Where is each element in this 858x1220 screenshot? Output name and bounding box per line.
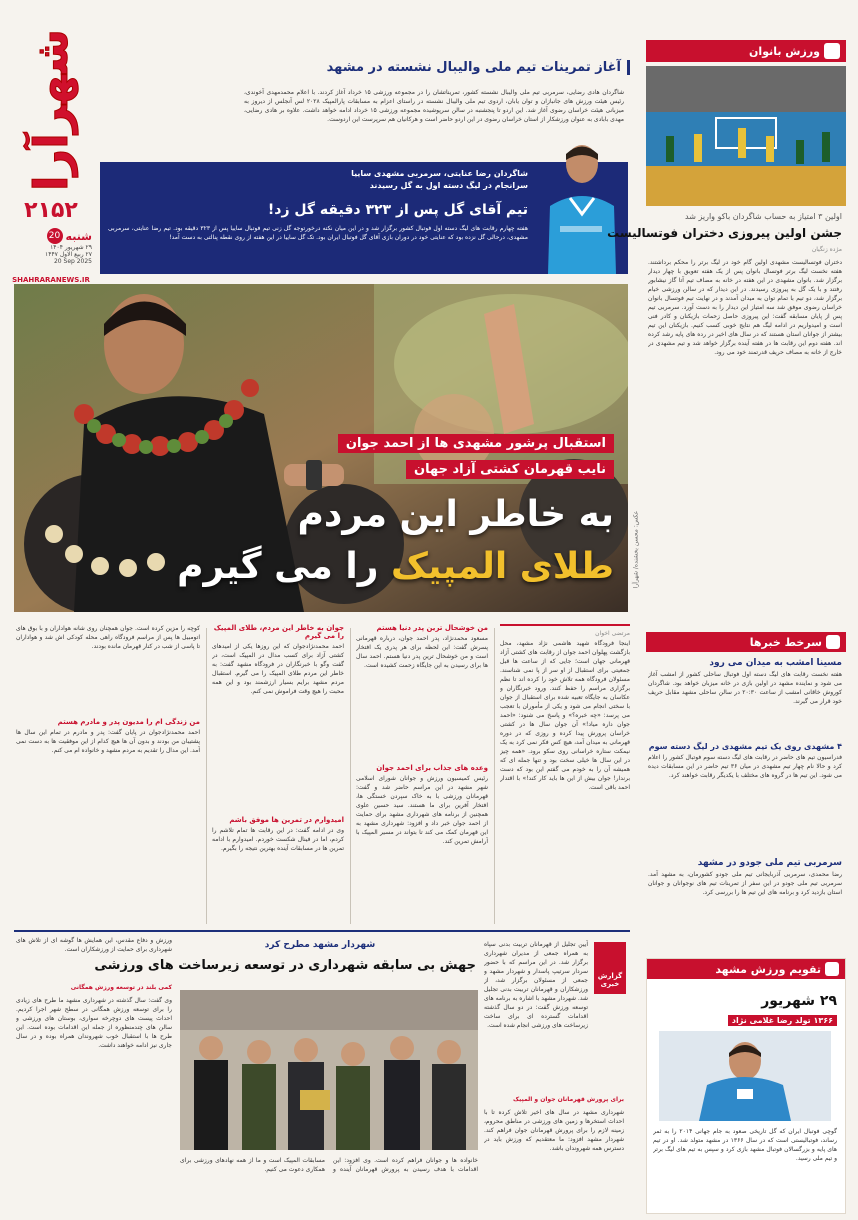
football-title: تیم آقای گل پس از ۳۲۳ دقیقه گل زد! — [267, 202, 528, 218]
futsal-photo — [646, 66, 846, 206]
calendar-date: ۲۹ شهریور — [761, 993, 837, 1009]
intro-author: مرتضی اخوان — [595, 630, 630, 637]
day-badge: 20 — [47, 228, 63, 244]
headline-item-2 — [648, 742, 842, 851]
women-kicker: اولین ۳ امتیاز به حساب شاگردان باکو واریز شد — [685, 212, 842, 221]
calendar-text: گوچی فوتبال ایران که گل تاریخی صعود به جام جهانی ۲۰۱۴ را به ثمر رساند، فوتبالیستی است که در سال ۱۳۶۶ در مشهد متولد شد. او در تیم های پایه و بزرگسالان فوتبال مشهد بازی کرد و سپس به تیم های لیگ برتر و تیم ملی رسید. — [653, 1128, 837, 1162]
col-b-sub1: جوان به خاطر این مردم، طلای المپیک را می گیرم — [213, 624, 344, 640]
headline-title: ۴ مشهدی روی یک تیم مشهدی در لیگ دسته سوم — [648, 742, 842, 751]
masthead — [10, 30, 92, 288]
headline-text: رضا محمدی، سرمربی آذربایجانی تیم ملی جودو کشورمان، به مشهد آمد. سرمربی تیم ملی جودو در این سفر از تمرینات تیم های نوجوانان و جوانان استان بازدید کرد و برنامه های این تیم ها را بررسی کرد. — [648, 871, 842, 896]
headline-gold-part: طلای المپیک — [390, 546, 614, 587]
issue-number: ۲۱۵۲ — [24, 198, 78, 223]
col-a-sub2: وعده های جذاب برای احمد جوان — [376, 764, 488, 772]
photo-headline-2 — [177, 546, 614, 587]
headline-item-1 — [648, 658, 842, 734]
logo-text: شهرآرا — [24, 28, 78, 192]
sports-calendar — [646, 958, 846, 1214]
headline-text: فدراسیون تیم های حاضر در رقابت های لیگ دسته سوم فوتبال کشور را اعلام کرد و حالا نام چهار تیم مشهدی در میان ۳۶ تیم حاضر در این مسابقات دیده می شود. این تیم ها در گروه های مختلف با یکدیگر رقابت خواهند کرد. — [648, 754, 842, 779]
col-a-sub1: من خوشحال ترین پدر دنیا هستم — [376, 624, 488, 632]
bottom-sub2: کمی بلند در توسعه ورزش همگانی — [70, 984, 172, 991]
col-b-text2: وی در ادامه گفت: در این رقابت ها تمام تلاشم را کردم، اما در فینال شکست خوردم. امیدوارم با ادامه تمرین ها در مسابقات آینده بهترین نتیجه را بگیرم. — [212, 827, 344, 852]
women-author: مژده زنگیان — [811, 246, 842, 253]
article-col-c — [16, 624, 200, 924]
tag-logo-icon — [826, 635, 840, 649]
tag-logo-icon — [824, 43, 840, 59]
bottom-title: جهش بی سابقه شهرداری در توسعه زیرساخت های ورزشی — [94, 958, 476, 973]
bottom-text2: شهرداری مشهد در سال های اخیر تلاش کرده تا با احداث استخرها و زمین های ورزشی در مناطق محروم، زمینه لازم را برای پرورش قهرمانان جوان فراهم کند. شهردار مشهد افزود: ما معتقدیم که ورزش باید در دسترس همه شهروندان باشد. — [484, 1109, 624, 1152]
date-alt: ۲۷ ربیع الاول ۱۴۴۷ — [45, 251, 92, 258]
col-c-text1: کوچه را مزین کرده است. جوان همچنان روی شانه هواداران و با بوق های اتومبیل ها پس از مراسم فرودگاه راهی محله کودکی اش شد و هواداران تا پاسی از شب در کنار قهرمان مانده بودند. — [16, 625, 200, 650]
photo-headline-1: به خاطر این مردم — [297, 494, 614, 535]
women-text: دختران فوتسالیست مشهدی اولین گام خود در لیگ برتر را محکم برداشتند. هفته نخست لیگ برتر فوتسال بانوان پس از یک هفته تعویق با چهار دیدار برگزار شد. بانوان مشهدی در این هفته در خانه به مصاف تیم آتا گاز نیشابور رفتند و با یک گل به پیروزی رسیدند. در این دیدار که در سالن ورزشی خیام برگزار شد، دو تیم با تمام توان به میدان آمدند و در نهایت تیم فوتسال بانوان خراسان رضوی موفق شد سه امتیاز این دیدار را به دست آورد. سرمربی تیم پس از پایان مسابقه گفت: این پیروزی حاصل زحمات بازیکنان و کادر فنی است و امیدواریم در ادامه لیگ هم نتایج خوبی کسب کنیم. بازیکنان این تیم بیشتر از جوانان استان هستند که در سال های اخیر در رده های پایه رشد کرده اند. هفته دوم این رقابت ها در هفته آینده برگزار خواهد شد و تیم مشهدی در خارج از خانه به مصاف حریف قدرتمند خود می رود. — [648, 259, 842, 356]
date-block — [12, 228, 92, 274]
football-box — [100, 162, 628, 274]
col-a-text2: رئیس کمیسیون ورزش و جوانان شورای اسلامی شهر مشهد در این مراسم حاضر شد و گفت: قهرمانان ورزشی با به خاک سپردن خستگی ها، افتخار آفرین برای ما هستند. سید حسین علوی همچنین از برنامه های شهرداری مشهد برای حمایت از احمد جوان خبر داد و افزود: شهرداری مشهد به این قهرمان کمک می کند تا بتواند در مسیر المپیک با آرامش تمرین کند. — [356, 775, 488, 845]
report-badge: گزارش خبری — [594, 942, 626, 994]
bottom-photo — [180, 990, 478, 1150]
col-b-sub2: امیدوارم در تمرین ها موفق باشم — [229, 816, 344, 824]
photo-supertitle-1: استقبال پرشور مشهدی ها از احمد جوان — [338, 434, 614, 453]
headlines-tag: سرخط خبرها — [646, 632, 846, 652]
coach-photo — [540, 134, 622, 274]
date-en: 20 Sep 2025 — [53, 258, 92, 265]
main-photo — [14, 284, 628, 612]
lead-title: آغاز تمرینات تیم ملی والیبال نشسته در مشهد — [270, 60, 630, 75]
website: SHAHRARANEWS.IR — [12, 276, 90, 284]
article-col-a — [356, 624, 488, 924]
tag-logo-icon — [825, 962, 839, 976]
women-title: جشن اولین پیروزی دختران فوتسالیست — [607, 226, 842, 240]
headline-title: مسینا امشب به میدان می رود — [709, 658, 842, 668]
calendar-tag: تقویم ورزش مشهد — [647, 959, 845, 979]
bottom-sub: برای پرورش قهرمانان جوان و المپیک — [512, 1096, 624, 1103]
headline-text: هفته نخست رقابت های لیگ دسته اول فوتبال ساحلی کشور از امشب آغاز می شود و نماینده مشهد در اولین بازی در خانه میزبان خواهد بود. شاگردان کوروش خاقانی امشب از ساعت ۲۰:۳۰ در سالن ساحلی مشهد مقابل حریف خود قرار می گیرند. — [648, 671, 842, 705]
article-col-b — [212, 624, 344, 924]
bottom-kicker: شهردار مشهد مطرح کرد — [264, 940, 376, 950]
logo — [10, 30, 92, 190]
headline-item-3 — [648, 858, 842, 942]
col-c-text2: احمد محمدنژادجوان در پایان گفت: پدر و مادرم در تمام این سال ها پشتیبان من بودند و بدون آن ها هیچ کدام از این موفقیت ها به دست نمی آمد. این مدال را تقدیم به مردم مشهد و خانواده ام می کنم. — [16, 729, 200, 754]
headline-title: سرمربی تیم ملی جودو در مشهد — [697, 858, 842, 868]
football-kicker: شاگردان رضا عنایتی، سرمربی مشهدی ساییا سرانجام در لیگ دسته اول به گل رسیدند — [351, 169, 528, 190]
intro-text: اینجا فرودگاه شهید هاشمی نژاد مشهد، محل بازگشت پهلوان احمد جوان از رقابت های کشتی آزاد قهرمانی جهان است؛ جایی که از ساعت ها قبل جمعیتی برای استقبال از او سر از پا نمی شناسند. مسئولان فرودگاه همه تلاش خود را کرده اند تا نظم برگزاری مراسم را حفظ کنند. ورود خبرنگاران و عکاسان به جایگاه تعبیه شده برای استقبال از جوان با سختی انجام می شود و یکی از مأموران با تعجب می پرسد: «چه خبره؟» و پاسخ می شنود: «احمد جوان داره میاد!» آن جوان سال ها در کشتی خراسان پرورش پیدا کرده و روزی که در دوره قهرمانی به میدان آمد، هیچ کس فکر نمی کرد به یک نیمکت ستاره خراسانی روی سکو برود. «همه چیز در این سال ها خیلی سخت بود و تنها جمله ای که همیشه آن را به خودم می گفتم این بود که دست برندار! جوان بیش از این ها باید کار کند!» با اقتدار احمد باقی است. — [500, 640, 630, 791]
bottom-text4: ورزش و دفاع مقدس، این همایش ها گوشه ای از تلاش های شهرداری برای حمایت از ورزشکاران است. — [16, 937, 172, 953]
col-c-sub2: من زندگی ام را مدیون پدر و مادرم هستم — [57, 718, 200, 726]
calendar-year-line: ۱۳۶۶ تولد رضا غلامی نژاد — [728, 1015, 837, 1026]
women-sport-tag: ورزش بانوان — [646, 40, 846, 62]
photo-supertitle-2: نایب قهرمان کشتی آزاد جهان — [406, 460, 614, 479]
headlines-section — [646, 632, 846, 952]
bottom-text3: خانواده ها و جوانان فراهم کرده است. وی افزود: این اقدامات با هدف رسیدن به پرورش قهرمانان آینده و مسابقات المپیک است و ما از همه نهادهای ورزشی برای همکاری دعوت می کنیم. — [180, 1157, 478, 1173]
bottom-text5: وی گفت: سال گذشته در شهرداری مشهد ما طرح های زیادی را برای توسعه ورزش همگانی در سطح شهر اجرا کردیم. احداث پیست های دوچرخه سواری، بوستان های ورزشی و سالن های چندمنظوره از جمله این اقدامات بوده است. این طرح ها با استقبال خوب شهروندان همراه بوده و در سال جاری نیز ادامه خواهند داشت. — [16, 997, 172, 1049]
lead-body: شاگردان هادی رضایی، سرمربی تیم ملی والیبال نشسته کشور، تمریناتشان را در مجموعه ورزشی ۱۵ خرداد آغاز کردند. با اعلام محمدمهدی آخوندی، رئیس هیئت ورزش های جانبازان و توان یابان، اردوی تیم ملی والیبال نشسته در راستای اعزام به مسابقات پارالمپیک ۲۰۲۸ لس آنجلس از دیروز به میزبانی هیئت خراسان رضوی آغاز شد. این اردو تا پنجشنبه در سالن سرپوشیده مجموعه ورزشی ۱۵ خرداد ادامه خواهد داشت. علاوه بر هادی رضایی، مهدی بابادی به عنوان ورزشکار از استان خراسان رضوی در این اردو حاضر است و هرکانیان هم سرپرست این اردوست. — [244, 89, 624, 123]
bottom-text1: آیین تجلیل از قهرمانان تربیت بدنی سپاه به همراه جمعی از مدیران شهرداری برگزار شد. در این مراسم که با حضور سردار سرتیپ پاسدار و شهردار مشهد و جمعی از مسئولان برگزار شد، از ورزشکاران و قهرمانان تربیت بدنی تجلیل شد. شهردار مشهد با اشاره به برنامه های توسعه ورزش گفت: در دو سال گذشته اقدامات گسترده ای برای ساخت زیرساخت های ورزشی انجام شده است. — [484, 941, 588, 1029]
photo-credit: عکس: محسن بخشنده/ شهرآرا — [632, 510, 640, 588]
intro-article — [500, 624, 630, 924]
football-body: هفته چهارم رقابت های لیگ دسته اول فوتبال کشور برگزار شد و در این میان نکته درخورتوجه گل زنی تیم فوتبال ساییا پس از ۳۲۳ دقیقه بود. تیم رضا عنایتی، سرمربی مشهدی، درحالی گل نزده بود که عنایتی خود در دوران بازی آقای گل فوتبال ایران بود. تک گل ساییا در این هفته از روی نقطه پنالتی به دست آمد! — [108, 225, 528, 241]
date-fa: ۲۹ شهریور ۱۴۰۴ — [50, 244, 92, 251]
day-name: شنبه — [65, 229, 92, 243]
col-a-text1: مسعود محمدنژاد، پدر احمد جوان، درباره قهرمانی پسرش گفت: این لحظه برای هر پدری یک افتخار است و من خوشحال ترین پدر دنیا هستم. احمد سال ها برای رسیدن به این جایگاه زحمت کشیده است. — [356, 635, 488, 669]
calendar-photo — [659, 1031, 831, 1121]
col-b-text1: احمد محمدنژادجوان که این روزها یکی از امیدهای کشتی آزاد برای کسب مدال در المپیک است، در گفت وگو با خبرنگاران در فرودگاه مشهد گفت: به خاطر این مردم طلای المپیک را می گیرم. استقبال مردم مشهد برایم بسیار ارزشمند بود و این همه محبت را هیچ وقت فراموش نمی کنم. — [212, 643, 344, 695]
headline-rest-part: را می گیرم — [177, 546, 379, 587]
bottom-divider — [14, 930, 630, 932]
